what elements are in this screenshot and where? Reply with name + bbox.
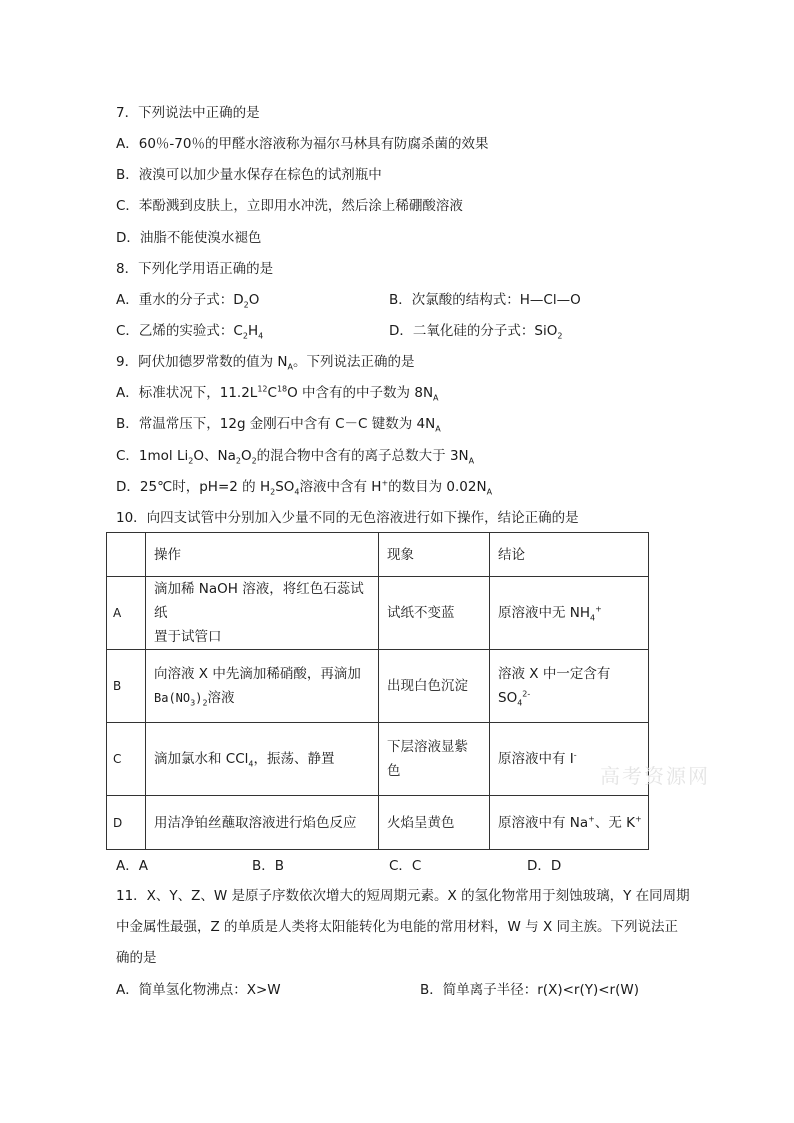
row-phenomenon: 出现白色沉淀 xyxy=(379,650,490,723)
row-letter: A xyxy=(107,577,146,650)
row-operation xyxy=(146,577,379,650)
q9-c-c: O xyxy=(240,448,252,464)
row-letter: D xyxy=(107,796,146,850)
table-header-conclusion: 结论 xyxy=(490,533,649,577)
op-sub: 4 xyxy=(248,759,254,769)
q8-a-end: O xyxy=(248,292,260,308)
table-row xyxy=(107,796,649,850)
row-op-line2: 置于试管口 xyxy=(154,629,222,645)
q8-d-text: D．二氧化硅的分子式：SiO xyxy=(389,323,558,339)
q9-d-a: D．25℃时，pH=2 的 H xyxy=(116,479,271,495)
concl-text: 溶液 X 中一定含有 SO xyxy=(498,666,611,706)
q8-c-mid: H xyxy=(247,323,259,339)
q8-option-c xyxy=(116,321,263,341)
q8-c-sub2: 4 xyxy=(258,331,264,341)
q8-c-sub1: 2 xyxy=(242,331,248,341)
q9-b-a: B．常温常压下，12g 金刚石中含有 C－C 键数为 4N xyxy=(116,416,436,432)
row-conclusion xyxy=(490,650,649,723)
q11-line2: 中金属性最强，Z 的单质是人类将太阳能转化为电能的常用材料，W 与 X 同主族。下列说法正 xyxy=(116,919,679,935)
row-operation xyxy=(146,723,379,796)
phen-line2: 色 xyxy=(387,763,401,779)
q9-stem xyxy=(116,352,414,372)
row-conclusion xyxy=(490,577,649,650)
op-sub1: 3 xyxy=(190,698,196,708)
q9-a-sup2: 18 xyxy=(276,384,288,394)
q9-option-b xyxy=(116,414,441,434)
concl-mid: 、无 K xyxy=(594,814,636,831)
q9-c-sub1: 2 xyxy=(188,456,194,466)
q10-option-a: A．A xyxy=(116,858,148,874)
q8-a-text: A．重水的分子式：D xyxy=(116,292,244,308)
q7-option-d: D．油脂不能使溴水褪色 xyxy=(116,230,262,246)
q9-d-c: 溶液中含有 H xyxy=(299,479,382,495)
concl-text: 原溶液中无 NH xyxy=(498,605,591,621)
table-row xyxy=(107,650,649,723)
q9-c-b: O、Na xyxy=(193,448,236,464)
q10-option-c: C．C xyxy=(389,858,422,874)
q9-d-sub2: 4 xyxy=(294,487,300,497)
concl-text: 原溶液中有 Na xyxy=(498,814,589,831)
q10-stem: 10．向四支试管中分别加入少量不同的无色溶液进行如下操作，结论正确的是 xyxy=(116,510,579,526)
q10-option-d: D．D xyxy=(527,858,562,874)
row-phenomenon xyxy=(379,723,490,796)
q10-table xyxy=(106,532,649,850)
q8-d-sub: 2 xyxy=(557,331,563,341)
q9-a-b: C xyxy=(267,385,277,401)
op-paren: ) xyxy=(195,691,203,705)
table-header-phenomenon: 现象 xyxy=(379,533,490,577)
concl-sup: + xyxy=(588,814,595,823)
concl-sup: - xyxy=(573,750,577,760)
q9-option-d xyxy=(116,477,492,497)
row-phenomenon: 火焰呈黄色 xyxy=(379,796,490,850)
q9-d-b: SO xyxy=(275,479,295,495)
q7-stem: 7．下列说法中正确的是 xyxy=(116,105,260,121)
q11-option-a: A．简单氢化物沸点：X>W xyxy=(116,982,281,998)
watermark: 高考资源网 xyxy=(600,764,710,788)
q8-option-d xyxy=(389,321,562,341)
q10-option-b: B．B xyxy=(252,858,285,874)
q9-c-sub3: 2 xyxy=(251,456,257,466)
row-operation: 用洁净铂丝蘸取溶液进行焰色反应 xyxy=(146,796,379,850)
q9-d-sub1: 2 xyxy=(270,487,276,497)
q8-a-sub: 2 xyxy=(243,300,249,310)
table-row xyxy=(107,577,649,650)
row-op-line1: 滴加稀 NaOH 溶液，将红色石蕊试纸 xyxy=(154,581,364,621)
table-header-cell xyxy=(107,533,146,577)
q9-c-a: C．1mol Li xyxy=(116,448,189,464)
q9-d-d: 的数目为 0.02N xyxy=(388,479,487,495)
concl-sup: + xyxy=(595,604,602,614)
row-conclusion xyxy=(490,796,649,850)
op-tail: 溶液 xyxy=(207,690,235,706)
concl-sub: 4 xyxy=(517,698,523,708)
row-letter: B xyxy=(107,650,146,723)
q9-d-sub3: A xyxy=(486,487,493,497)
concl-sub: 4 xyxy=(590,613,596,623)
q9-stem-a: 9．阿伏加德罗常数的值为 N xyxy=(116,354,288,370)
q9-a-sub: A xyxy=(433,393,439,403)
q7-option-b: B．液溴可以加少量水保存在棕色的试剂瓶中 xyxy=(116,167,382,183)
q9-a-c: O 中含有的中子数为 8N xyxy=(287,385,434,401)
q9-b-sub: A xyxy=(435,424,441,434)
q9-option-c xyxy=(116,446,474,466)
q9-c-sub2: 2 xyxy=(235,456,241,466)
op-text: 滴加氯水和 CCl xyxy=(154,751,249,767)
table-header-row xyxy=(107,533,649,577)
concl-sup: 2- xyxy=(522,689,531,699)
q8-option-a xyxy=(116,290,259,310)
row-phenomenon: 试纸不变蓝 xyxy=(379,577,490,650)
q9-d-sup: + xyxy=(381,478,389,488)
q9-option-a xyxy=(116,383,439,403)
table-header-operation: 操作 xyxy=(146,533,379,577)
q11-line3: 确的是 xyxy=(116,950,157,966)
concl-sup2: + xyxy=(635,814,642,823)
q9-c-sub4: A xyxy=(468,456,475,466)
q8-stem: 8．下列化学用语正确的是 xyxy=(116,261,274,277)
op-end: ，振荡、静置 xyxy=(253,751,335,767)
q9-c-d: 的混合物中含有的离子总数大于 3N xyxy=(256,448,469,464)
q11-option-b: B．简单离子半径：r(X)<r(Y)<r(W) xyxy=(420,982,639,998)
row-operation xyxy=(146,650,379,723)
row-op-line2 xyxy=(154,686,372,710)
q7-option-c: C．苯酚溅到皮肤上，立即用水冲洗，然后涂上稀硼酸溶液 xyxy=(116,198,463,214)
row-op-line1: 向溶液 X 中先滴加稀硝酸，再滴加 xyxy=(154,666,361,682)
table-row xyxy=(107,723,649,796)
q9-stem-sub: A xyxy=(287,362,293,372)
q11-line1: 11．X、Y、Z、W 是原子序数依次增大的短周期元素。X 的氢化物常用于刻蚀玻璃，Y 在同周期 xyxy=(116,888,690,904)
q9-a-a: A．标准状况下，11.2L xyxy=(116,385,258,401)
row-letter: C xyxy=(107,723,146,796)
q8-c-text: C．乙烯的实验式：C xyxy=(116,323,243,339)
op-formula: Ba(NO xyxy=(154,691,191,705)
concl-text: 原溶液中有 I xyxy=(498,751,574,767)
q9-a-sup1: 12 xyxy=(257,384,268,394)
q8-option-b: B．次氯酸的结构式：H—Cl—O xyxy=(389,292,581,308)
q7-option-a: A．60％-70％的甲醛水溶液称为福尔马林具有防腐杀菌的效果 xyxy=(116,136,489,152)
q9-stem-b: 。下列说法正确的是 xyxy=(292,354,415,370)
op-sub2: 2 xyxy=(202,698,208,708)
phen-line1: 下层溶液显紫 xyxy=(387,739,468,755)
